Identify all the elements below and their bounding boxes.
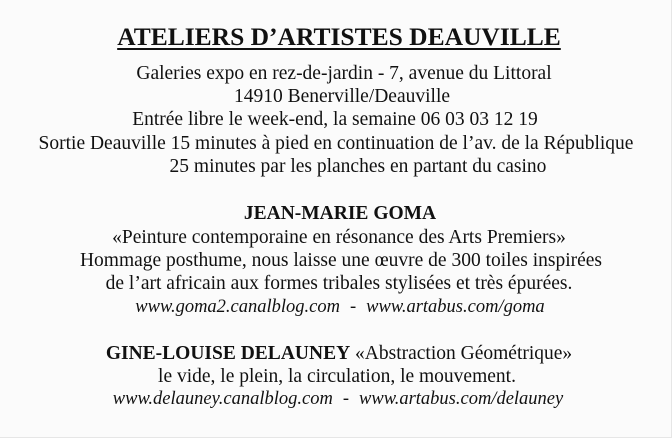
- artist1-description-1: Hommage posthume, nous laisse une œuvre de 300 toiles inspirées: [79, 250, 603, 271]
- artist2-websites: [2, 390, 672, 409]
- artist1-site-link-2[interactable]: www.artabus.com/goma: [366, 297, 545, 317]
- opening-hours: Entrée libre le week-end, la semaine 06 03 03 12 19: [132, 109, 538, 130]
- artist1-site-separator: -: [350, 297, 357, 317]
- artist2-site-separator: -: [342, 389, 350, 409]
- artist1-description-2: de l’art africain aux formes tribales stylisées et très épurées.: [105, 273, 573, 294]
- artist2-site-link-1[interactable]: www.delauney.canalblog.com: [112, 389, 333, 409]
- directions-walk: Sortie Deauville 15 minutes à pied en continuation de l’av. de la République: [38, 133, 634, 154]
- artist2-description: le vide, le plein, la circulation, le mouvement.: [158, 366, 516, 387]
- artist1-name: JEAN-MARIE GOMA: [243, 203, 437, 224]
- artist1-site-link-1[interactable]: www.goma2.canalblog.com: [135, 297, 340, 317]
- artist1-websites: [4, 298, 672, 317]
- directions-boardwalk: 25 minutes par les planches en partant du casino: [169, 156, 547, 177]
- artist2-heading: [3, 344, 672, 364]
- artist2-name: GINE-LOUISE DELAUNEY: [105, 343, 351, 364]
- card-title: ATELIERS D’ARTISTES DEAUVILLE: [117, 22, 561, 51]
- address-line-2: 14910 Benerville/Deauville: [233, 86, 451, 107]
- artist2-site-link-2[interactable]: www.artabus.com/delauney: [359, 389, 564, 409]
- address-line-1: Galeries expo en rez-de-jardin - 7, avenue du Littoral: [136, 63, 552, 84]
- artist2-subtitle: «Abstraction Géométrique»: [355, 343, 573, 364]
- artist1-subtitle: «Peinture contemporaine en résonance des Arts Premiers»: [112, 227, 566, 248]
